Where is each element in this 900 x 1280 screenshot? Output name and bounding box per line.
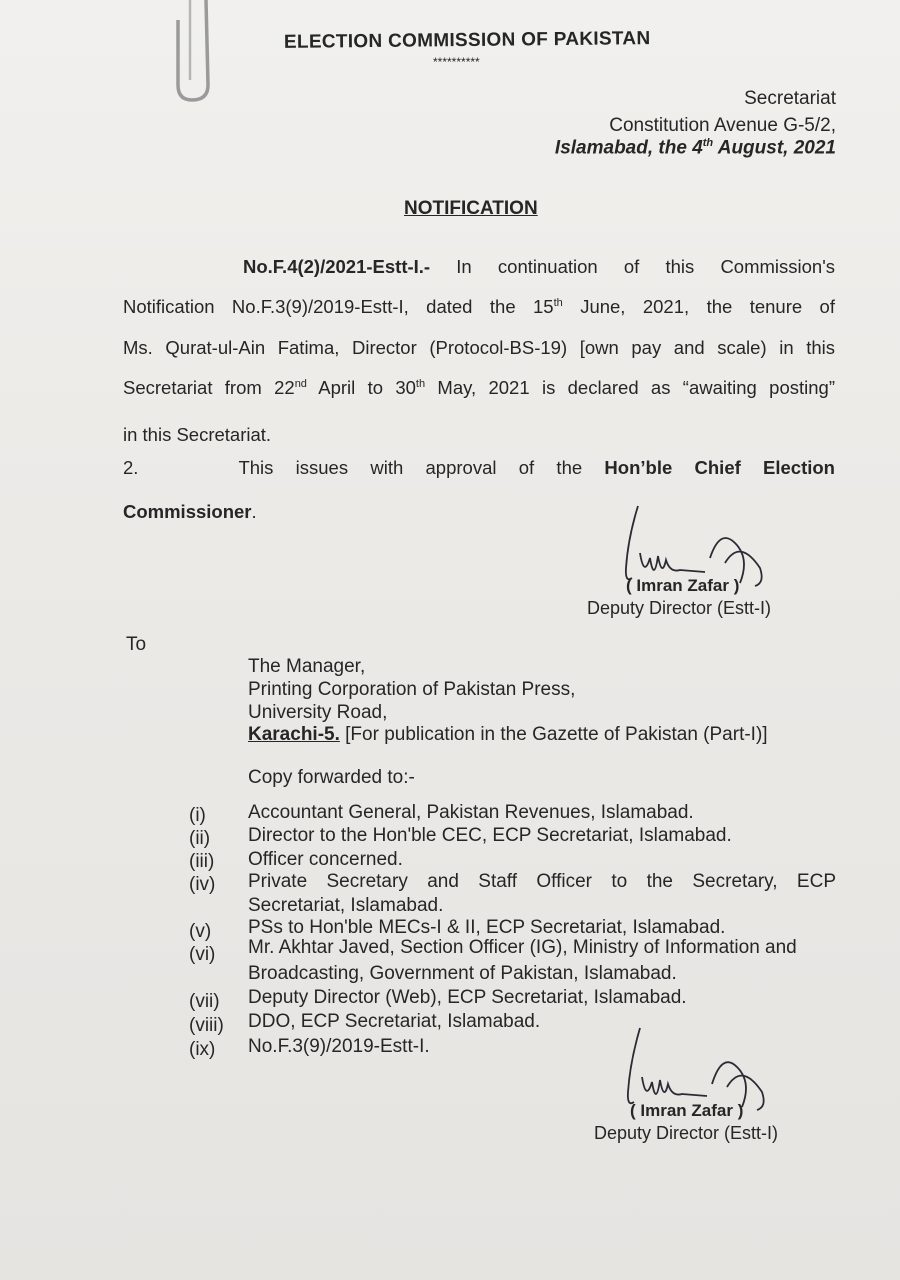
copy-item-text: Deputy Director (Web), ECP Secretariat, Islamabad. xyxy=(248,987,687,1008)
paper-clip-icon xyxy=(160,0,230,110)
copy-item-text: DDO, ECP Secretariat, Islamabad. xyxy=(248,1011,541,1032)
body-line-4: Secretariat from 22nd April to 30th May, 2021 is declared as “awaiting posting” xyxy=(123,377,835,398)
body-line-5: in this Secretariat. xyxy=(123,424,272,445)
body-line-3: Ms. Qurat-ul-Ain Fatima, Director (Protocol-BS-19) [own pay and scale) in this xyxy=(123,337,835,358)
copy-item-number: (vii) xyxy=(189,991,220,1012)
copy-item-text: PSs to Hon'ble MECs-I & II, ECP Secretariat, Islamabad. xyxy=(248,917,726,938)
copy-item-number: (vi) xyxy=(189,944,216,965)
address-date: Islamabad, the 4th August, 2021 xyxy=(554,137,836,159)
recipient-line-2: Printing Corporation of Pakistan Press, xyxy=(248,679,576,700)
copy-item-text: Accountant General, Pakistan Revenues, Islamabad. xyxy=(248,802,694,823)
copy-item-number: (iv) xyxy=(189,874,216,895)
copy-item-text: Director to the Hon'ble CEC, ECP Secretariat, Islamabad. xyxy=(248,825,732,846)
body-line-1: No.F.4(2)/2021-Estt-I.- In continuation of this Commission's xyxy=(243,256,835,277)
paragraph-2-line-2: Commissioner. xyxy=(123,501,257,522)
header-stars: ********** xyxy=(433,55,480,69)
notification-title: NOTIFICATION xyxy=(404,198,538,219)
signatory-designation-1: Deputy Director (Estt-I) xyxy=(587,598,772,618)
signatory-designation-2: Deputy Director (Estt-I) xyxy=(594,1123,779,1143)
copy-item-number: (viii) xyxy=(189,1015,224,1036)
copy-item-number: (ii) xyxy=(189,828,211,849)
recipient-city: Karachi-5. [For publication in the Gazette of Pakistan (Part-I)] xyxy=(248,724,768,745)
recipient-line-3: University Road, xyxy=(248,702,388,723)
paragraph-2-line-1: 2. This issues with approval of the Hon’ble Chief Election xyxy=(123,457,835,478)
copy-item-text: No.F.3(9)/2019-Estt-I. xyxy=(248,1036,430,1057)
organization-title: ELECTION COMMISSION OF PAKISTAN xyxy=(283,28,651,53)
to-label: To xyxy=(126,634,147,655)
copy-item-number: (ix) xyxy=(189,1039,216,1060)
copy-item-text-continued: Broadcasting, Government of Pakistan, Islamabad. xyxy=(248,963,677,984)
body-line-2: Notification No.F.3(9)/2019-Estt-I, dated the 15th June, 2021, the tenure of xyxy=(123,296,835,317)
signatory-name-1: ( Imran Zafar ) xyxy=(626,576,740,595)
copy-item-text: Mr. Akhtar Javed, Section Officer (IG), Ministry of Information and xyxy=(248,937,797,958)
copy-forwarded-label: Copy forwarded to:- xyxy=(248,767,415,788)
copy-item-number: (iii) xyxy=(189,851,215,872)
address-line-1: Secretariat xyxy=(744,88,836,109)
copy-item-text-continued: Secretariat, Islamabad. xyxy=(248,895,444,916)
recipient-line-1: The Manager, xyxy=(248,656,366,677)
copy-item-text: Officer concerned. xyxy=(248,849,403,870)
address-line-2: Constitution Avenue G-5/2, xyxy=(609,115,836,136)
copy-item-text: Private Secretary and Staff Officer to the Secretary, ECP xyxy=(248,871,836,892)
reference-number: No.F.4(2)/2021-Estt-I.- xyxy=(243,256,431,277)
copy-item-number: (i) xyxy=(189,805,206,826)
signatory-name-2: ( Imran Zafar ) xyxy=(630,1101,744,1120)
copy-item-number: (v) xyxy=(189,921,212,942)
